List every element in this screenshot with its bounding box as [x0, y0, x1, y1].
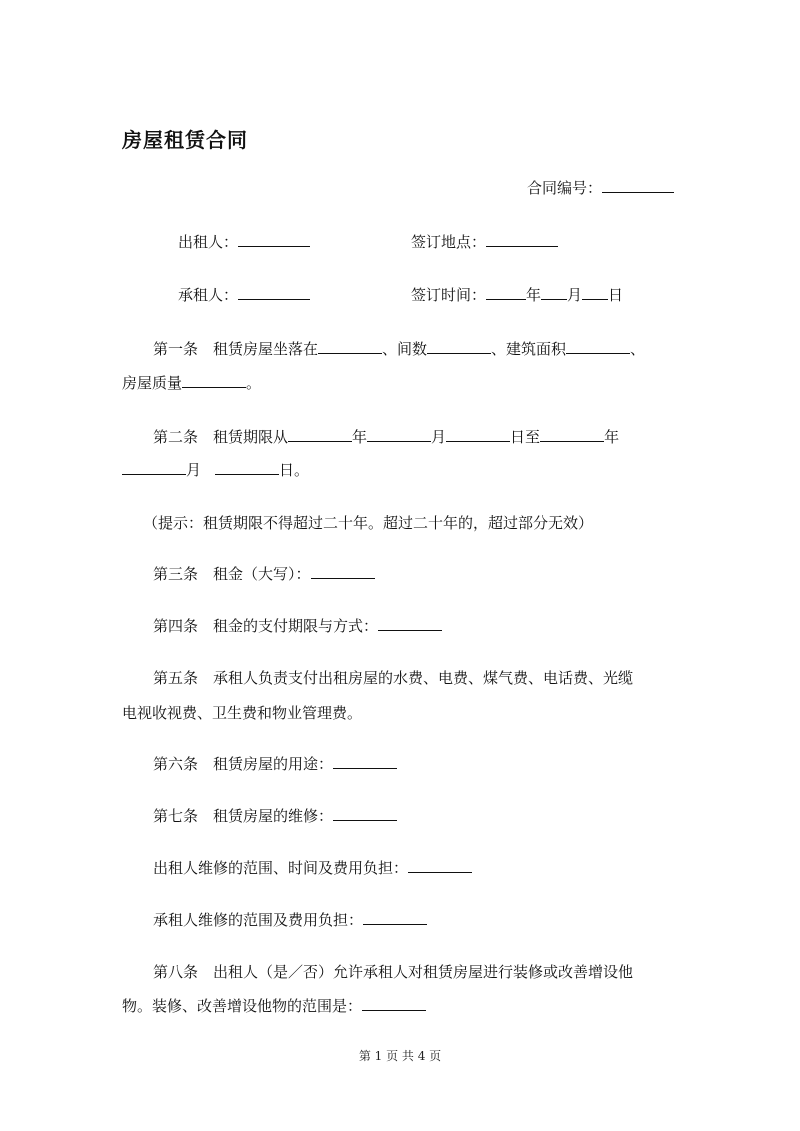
- sign-day-label: 日: [608, 286, 624, 304]
- article-5-line-1: 第五条 承租人负责支付出租房屋的水费、电费、煤气费、电话费、光缆: [153, 669, 634, 687]
- payment-terms-blank[interactable]: [378, 615, 442, 631]
- lessor-repair-text: 出租人维修的范围、时间及费用负担：: [153, 859, 409, 877]
- sign-day-blank[interactable]: [582, 284, 608, 300]
- rent-amount-blank[interactable]: [311, 563, 375, 579]
- usage-blank[interactable]: [333, 753, 397, 769]
- end-day-label: 日。: [279, 461, 310, 479]
- sign-time-line: [411, 284, 623, 305]
- rooms-blank[interactable]: [427, 338, 491, 354]
- lessee-repair-line: [153, 909, 427, 930]
- sign-month-label: 月: [567, 286, 583, 304]
- area-blank[interactable]: [566, 338, 630, 354]
- article-2-text: 第二条 租赁期限从: [153, 428, 289, 446]
- article-1-sep: 、: [630, 340, 646, 358]
- article-7-text: 第七条 租赁房屋的维修：: [153, 807, 334, 825]
- lessee-repair-text: 承租人维修的范围及费用负担：: [153, 911, 364, 929]
- quality-label: 房屋质量: [122, 374, 183, 392]
- lessor-label: 出租人：: [178, 233, 239, 251]
- article-7-line: [153, 805, 397, 826]
- lessor-blank[interactable]: [238, 231, 310, 247]
- quality-blank[interactable]: [182, 372, 246, 388]
- article-1-line-2: [122, 372, 261, 393]
- end-year-label: 年: [604, 428, 620, 446]
- lessor-line: [178, 231, 310, 252]
- article-3-line: [153, 563, 375, 584]
- article-1-text: 第一条 租赁房屋坐落在: [153, 340, 319, 358]
- lessor-repair-line: [153, 857, 472, 878]
- article-8-text: 物。装修、改善增设他物的范围是：: [122, 997, 363, 1015]
- start-day-blank[interactable]: [446, 426, 510, 442]
- lessee-label: 承租人：: [178, 286, 239, 304]
- article-8-line-2: [122, 995, 426, 1016]
- lessee-line: [178, 284, 310, 305]
- article-3-text: 第三条 租金（大写）：: [153, 565, 311, 583]
- article-1-line-1: [153, 338, 645, 359]
- lessor-repair-blank[interactable]: [408, 857, 472, 873]
- article-1-end: 。: [246, 374, 262, 392]
- article-6-line: [153, 753, 397, 774]
- article-4-line: [153, 615, 442, 636]
- contract-number-label: 合同编号：: [527, 179, 603, 197]
- sign-time-label: 签订时间：: [411, 286, 487, 304]
- article-4-text: 第四条 租金的支付期限与方式：: [153, 617, 379, 635]
- article-8-line-1: 第八条 出租人（是／否）允许承租人对租赁房屋进行装修或改善增设他: [153, 963, 634, 981]
- end-month-blank[interactable]: [122, 459, 186, 475]
- lessee-blank[interactable]: [238, 284, 310, 300]
- area-label: 、建筑面积: [491, 340, 567, 358]
- lessee-repair-blank[interactable]: [363, 909, 427, 925]
- article-6-text: 第六条 租赁房屋的用途：: [153, 755, 334, 773]
- end-day-blank[interactable]: [215, 459, 279, 475]
- contract-number-line: [527, 177, 674, 198]
- hint-text: （提示：租赁期限不得超过二十年。超过二十年的，超过部分无效）: [143, 514, 594, 532]
- sign-year-label: 年: [526, 286, 542, 304]
- maintenance-blank[interactable]: [333, 805, 397, 821]
- start-year-label: 年: [352, 428, 368, 446]
- sign-month-blank[interactable]: [541, 284, 567, 300]
- rooms-label: 、间数: [382, 340, 428, 358]
- sign-year-blank[interactable]: [486, 284, 526, 300]
- article-2-line-2: [122, 459, 309, 480]
- article-5-line-2: 电视收视费、卫生费和物业管理费。: [122, 704, 363, 722]
- end-year-blank[interactable]: [540, 426, 604, 442]
- page-footer: 第 1 页 共 4 页: [358, 1049, 442, 1063]
- renovation-scope-blank[interactable]: [362, 995, 426, 1011]
- start-month-blank[interactable]: [367, 426, 431, 442]
- document-title: 房屋租赁合同: [122, 128, 248, 152]
- end-month-label: 月: [186, 461, 202, 479]
- start-year-blank[interactable]: [288, 426, 352, 442]
- sign-place-label: 签订地点：: [411, 233, 487, 251]
- article-2-line-1: [153, 426, 619, 447]
- start-day-label: 日至: [510, 428, 541, 446]
- start-month-label: 月: [431, 428, 447, 446]
- sign-place-line: [411, 231, 558, 252]
- sign-place-blank[interactable]: [486, 231, 558, 247]
- location-blank[interactable]: [318, 338, 382, 354]
- contract-number-blank[interactable]: [602, 177, 674, 193]
